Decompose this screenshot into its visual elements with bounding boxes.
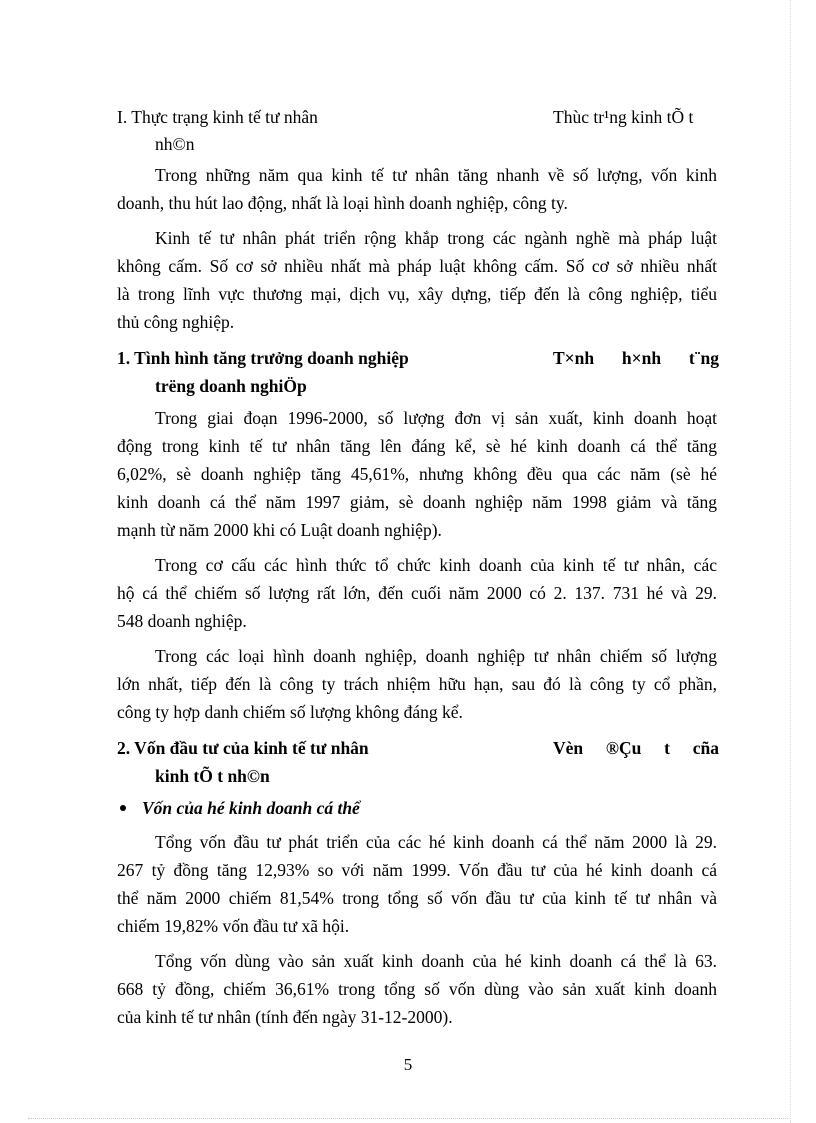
paragraph-line: doanh, thu hút lao động, nhất là loại hình doanh nghiệp, công ty. [117, 193, 568, 213]
paragraph-line: mạnh từ năm 2000 khi có Luật doanh nghiệp). [117, 520, 442, 540]
page-right-border [790, 0, 791, 1123]
page-number: 5 [403, 1055, 413, 1074]
page-bottom-border [28, 1118, 788, 1119]
encoded-heading-text: T×nh h×nh t¨ng [553, 348, 719, 368]
paragraph-line: công ty hợp danh chiếm số lượng không đáng kể. [117, 702, 463, 722]
paragraph-line: Kinh tế tư nhân phát triển rộng khắp trong các ngành nghề mà pháp luật [155, 228, 717, 248]
paragraph-line: 668 tỷ đồng, chiếm 36,61% trong tổng số vốn dùng vào sản xuất kinh doanh [117, 979, 717, 999]
paragraph-line: kinh doanh cá thể năm 1997 giảm, sè doanh nghiệp năm 1998 giảm và tăng [117, 492, 717, 512]
encoded-heading-text: Vèn ®Çu t cña [553, 738, 719, 758]
paragraph-line: 6,02%, sè doanh nghiệp tăng 45,61%, nhưng không đều qua các năm (sè hé [117, 464, 717, 484]
paragraph-line: lớn nhất, tiếp đến là công ty trách nhiệm hữu hạn, sau đó là công ty cổ phần, [117, 674, 717, 694]
paragraph-line: động trong kinh tế tư nhân tăng lên đáng kể, sè hé kinh doanh cá thể tăng [117, 436, 717, 456]
paragraph-line: của kinh tế tư nhân (tính đến ngày 31-12-2000). [117, 1007, 453, 1027]
encoded-heading-text: kinh tÕ t nh©n [155, 766, 270, 786]
paragraph-line: Tổng vốn dùng vào sản xuất kinh doanh của hé kinh doanh cá thể là 63. [155, 951, 717, 971]
paragraph-line: 548 doanh nghiệp. [117, 611, 247, 631]
paragraph-line: Trong cơ cấu các hình thức tổ chức kinh doanh của kinh tế tư nhân, các [155, 555, 717, 575]
paragraph-line: Tổng vốn đầu tư phát triển của các hé kinh doanh cá thể năm 2000 là 29. [155, 832, 717, 852]
section-heading: 2. Vốn đầu tư của kinh tế tư nhân [117, 738, 369, 758]
paragraph-line: hộ cá thể chiếm số lượng rất lớn, đến cuối năm 2000 có 2. 137. 731 hé và 29. [117, 583, 717, 603]
paragraph-line: Trong các loại hình doanh nghiệp, doanh nghiệp tư nhân chiếm số lượng [155, 646, 717, 666]
encoded-heading-text: trëng doanh nghiÖp [155, 376, 307, 396]
section-heading: I. Thực trạng kinh tế tư nhân [117, 107, 318, 127]
bullet-icon [120, 805, 126, 811]
paragraph-line: 267 tỷ đồng tăng 12,93% so với năm 1999. Vốn đầu tư của hé kinh doanh cá [117, 860, 717, 880]
paragraph-line: là trong lĩnh vực thương mại, dịch vụ, xây dựng, tiếp đến là công nghiệp, tiểu [117, 284, 717, 304]
section-heading: 1. Tình hình tăng trưởng doanh nghiệp [117, 348, 409, 368]
paragraph-line: Trong những năm qua kinh tế tư nhân tăng nhanh về số lượng, vốn kinh [155, 165, 717, 185]
encoded-heading-text: nh©n [155, 134, 195, 154]
paragraph-line: thủ công nghiệp. [117, 312, 235, 332]
paragraph-line: thể năm 2000 chiếm 81,54% trong tổng số vốn đầu tư của kinh tế tư nhân và [117, 888, 717, 908]
encoded-heading-text: Thùc tr¹ng kinh tÕ t [553, 107, 694, 127]
paragraph-line: chiếm 19,82% vốn đầu tư xã hội. [117, 916, 350, 936]
paragraph-line: Trong giai đoạn 1996-2000, số lượng đơn vị sản xuất, kinh doanh hoạt [155, 408, 717, 428]
bullet-item: Vốn của hé kinh doanh cá thể [142, 798, 360, 818]
paragraph-line: không cấm. Số cơ sở nhiều nhất mà pháp luật không cấm. Số cơ sở nhiều nhất [117, 256, 717, 276]
